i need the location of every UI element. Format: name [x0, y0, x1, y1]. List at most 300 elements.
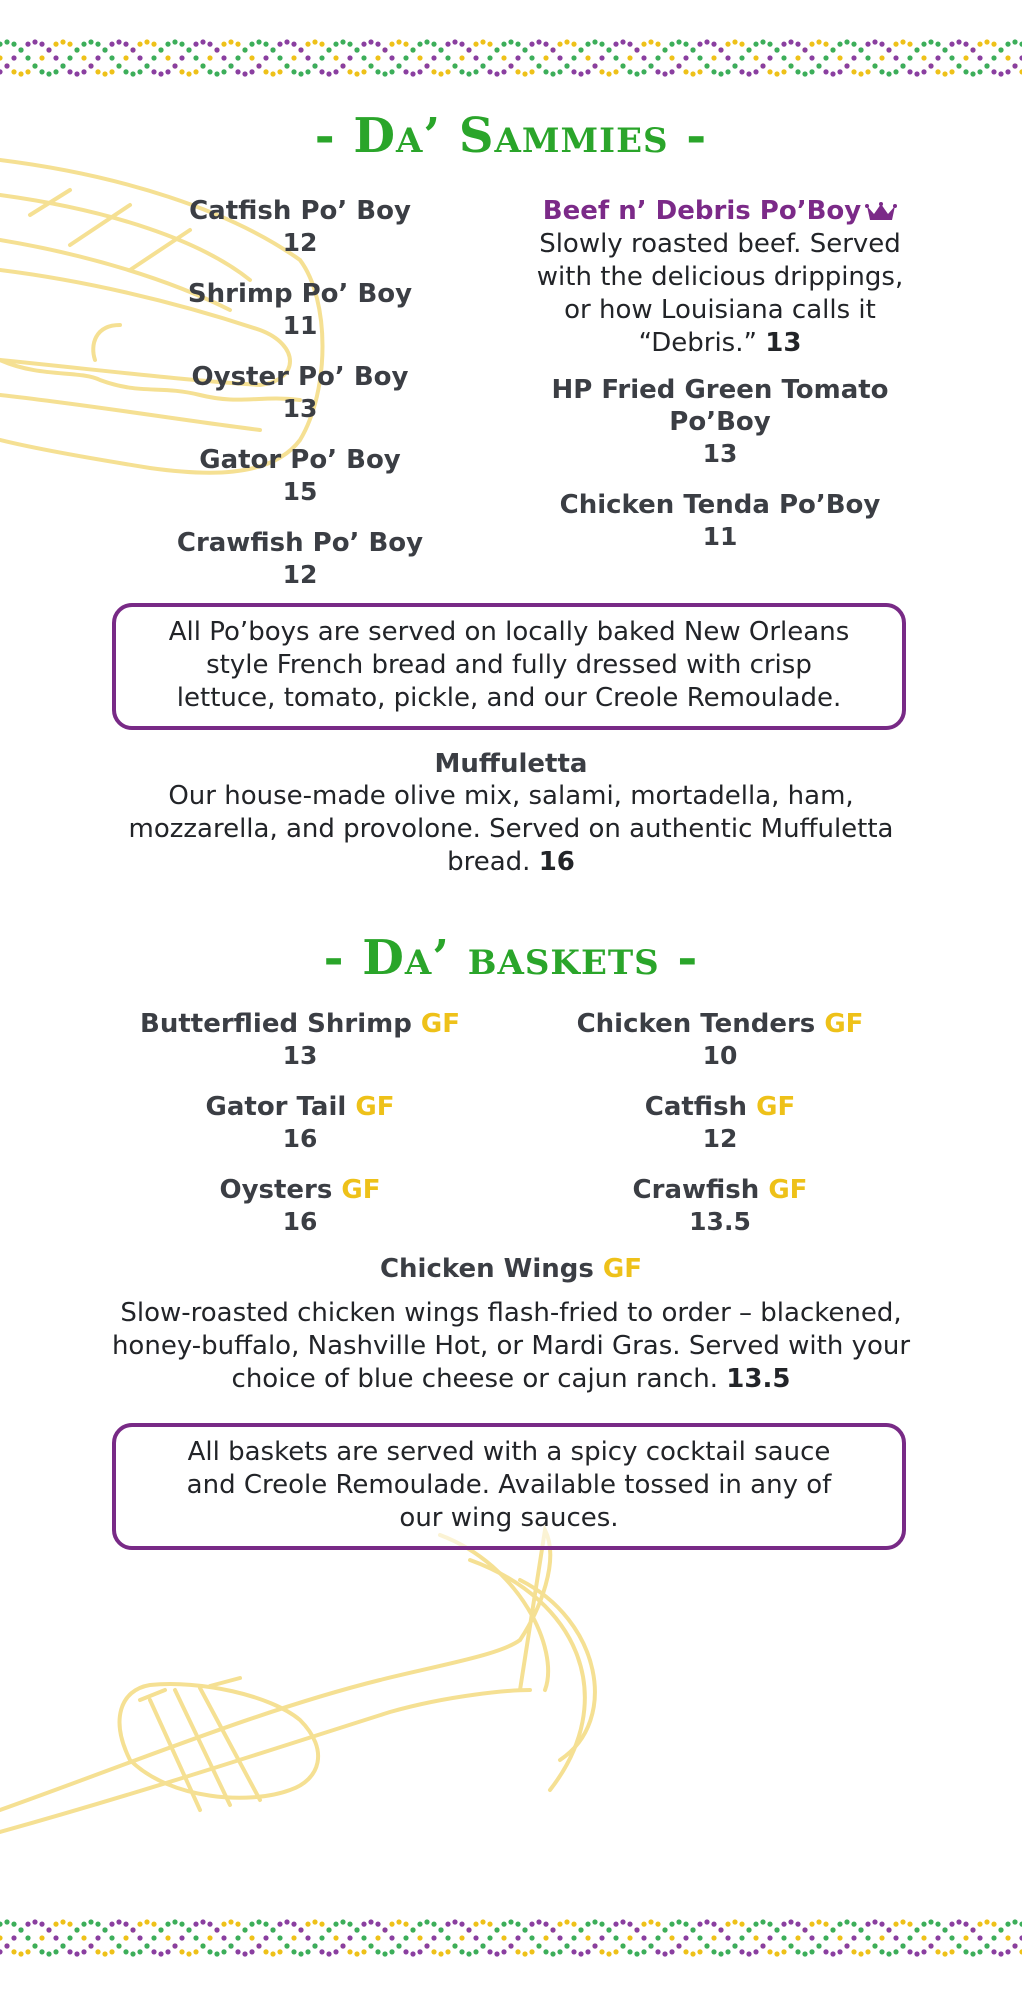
bead: [844, 39, 849, 44]
bead: [102, 1951, 107, 1956]
bead: [949, 1922, 954, 1927]
bead: [732, 39, 737, 44]
bead: [550, 71, 555, 76]
bead: [438, 1951, 443, 1956]
bead: [991, 1935, 996, 1940]
bead: [788, 63, 793, 68]
bead: [578, 47, 583, 52]
menu-item-name: Crawfish Po’ Boy: [176, 528, 424, 558]
bead: [263, 55, 268, 60]
bead: [641, 55, 646, 60]
bead: [193, 1922, 198, 1927]
section-title-sammies: - Da’ Sammies -: [314, 108, 708, 164]
bead: [515, 1935, 520, 1940]
baskets-note-text: All baskets are served with a spicy cocktail sauce and Creole Remoulade. Available tossed in any of our wing sauces.: [186, 1437, 832, 1533]
bead: [417, 1949, 422, 1954]
bead: [557, 69, 562, 74]
bead: [529, 1935, 534, 1940]
bead: [613, 55, 618, 60]
bead: [172, 63, 177, 68]
bead: [676, 1919, 681, 1924]
bead: [655, 69, 660, 74]
bead: [263, 1935, 268, 1940]
bead: [53, 1922, 58, 1927]
bead: [697, 1935, 702, 1940]
bead: [529, 1949, 534, 1954]
bead: [704, 1943, 709, 1948]
bead: [221, 1935, 226, 1940]
bead: [368, 1919, 373, 1924]
bead: [669, 1935, 674, 1940]
menu-item: [550, 1008, 890, 1071]
bead: [886, 71, 891, 76]
bead: [851, 69, 856, 74]
bead: [585, 1935, 590, 1940]
bead: [473, 55, 478, 60]
menu-item-name: HP Fried Green Tomato Po’Boy: [551, 374, 889, 437]
bead: [564, 1943, 569, 1948]
bead: [4, 63, 9, 68]
bead: [137, 69, 142, 74]
bead: [263, 1949, 268, 1954]
bead: [963, 1922, 968, 1927]
bead: [711, 42, 716, 47]
bead: [802, 1927, 807, 1932]
bead: [872, 1919, 877, 1924]
bead: [102, 71, 107, 76]
bead: [718, 47, 723, 52]
bead: [648, 1919, 653, 1924]
bead: [921, 1949, 926, 1954]
bead: [830, 47, 835, 52]
bead: [767, 55, 772, 60]
bead: [459, 55, 464, 60]
bead: [760, 1943, 765, 1948]
bead: [235, 1935, 240, 1940]
bead: [389, 1935, 394, 1940]
bead: [95, 69, 100, 74]
bead: [361, 69, 366, 74]
menu-item-name: Catfish: [644, 1092, 748, 1122]
bead: [312, 1919, 317, 1924]
menu-item-price: 11: [702, 521, 738, 551]
bead: [487, 1949, 492, 1954]
bead: [25, 55, 30, 60]
bead: [956, 1919, 961, 1924]
bead: [571, 55, 576, 60]
bead: [970, 1927, 975, 1932]
bead: [165, 42, 170, 47]
bead: [417, 42, 422, 47]
menu-item: [130, 1091, 470, 1154]
bead: [977, 42, 982, 47]
bead: [977, 55, 982, 60]
bead: [613, 1935, 618, 1940]
bead: [242, 47, 247, 52]
bead: [319, 1935, 324, 1940]
menu-item-price: 15: [282, 477, 318, 506]
bead: [207, 1949, 212, 1954]
bead: [284, 39, 289, 44]
bead: [592, 63, 597, 68]
bead: [459, 1949, 464, 1954]
bead: [921, 55, 926, 60]
bead: [781, 1922, 786, 1927]
bead: [564, 1919, 569, 1924]
bead: [620, 63, 625, 68]
bead: [571, 69, 576, 74]
bead: [648, 63, 653, 68]
bead: [459, 42, 464, 47]
bead: [228, 39, 233, 44]
bead: [984, 1919, 989, 1924]
bead: [851, 1922, 856, 1927]
bead: [74, 1951, 79, 1956]
bead: [879, 42, 884, 47]
bead: [984, 1943, 989, 1948]
bead: [207, 55, 212, 60]
chicken-wings-item: [100, 1253, 922, 1396]
bead: [599, 1935, 604, 1940]
bead: [942, 1951, 947, 1956]
bead: [571, 42, 576, 47]
bead: [473, 1949, 478, 1954]
bead: [536, 39, 541, 44]
menu-item-price: 12: [702, 1124, 738, 1153]
bead: [410, 71, 415, 76]
bead: [158, 1951, 163, 1956]
bead: [487, 42, 492, 47]
bead: [158, 47, 163, 52]
bead: [46, 71, 51, 76]
bead: [4, 1943, 9, 1948]
bead: [165, 1922, 170, 1927]
bead: [928, 1919, 933, 1924]
bead: [648, 1943, 653, 1948]
bead: [312, 1943, 317, 1948]
bead: [711, 1935, 716, 1940]
bead: [725, 69, 730, 74]
bead: [193, 55, 198, 60]
bead: [1012, 39, 1017, 44]
bead: [81, 69, 86, 74]
bead: [88, 63, 93, 68]
bead: [179, 1935, 184, 1940]
bead: [270, 1927, 275, 1932]
bead: [543, 1935, 548, 1940]
bead: [382, 71, 387, 76]
bead: [410, 1927, 415, 1932]
bead: [438, 1927, 443, 1932]
bead: [249, 1935, 254, 1940]
bead: [732, 63, 737, 68]
bead: [221, 69, 226, 74]
bead: [67, 1949, 72, 1954]
menu-item: [550, 1091, 890, 1154]
bead: [809, 1949, 814, 1954]
bead: [130, 1927, 135, 1932]
bead: [858, 47, 863, 52]
bead: [725, 42, 730, 47]
menu-item-name: Chicken Tenders: [576, 1009, 816, 1039]
bead: [753, 1949, 758, 1954]
bead: [795, 1922, 800, 1927]
bead: [655, 42, 660, 47]
bead: [0, 69, 3, 74]
bead: [774, 47, 779, 52]
bead: [865, 1935, 870, 1940]
baskets-note-box: [112, 1423, 906, 1550]
bead: [774, 1951, 779, 1956]
bead: [53, 55, 58, 60]
bead: [893, 1922, 898, 1927]
bead: [718, 1951, 723, 1956]
bead: [242, 1927, 247, 1932]
bead: [928, 63, 933, 68]
bead: [165, 1949, 170, 1954]
bead: [592, 1943, 597, 1948]
bead: [823, 55, 828, 60]
menu-item-price: 11: [282, 311, 318, 340]
bead: [319, 55, 324, 60]
bead: [88, 1943, 93, 1948]
bead: [571, 1922, 576, 1927]
bead: [494, 1951, 499, 1956]
bead: [739, 42, 744, 47]
bead: [95, 1935, 100, 1940]
menu-item: [130, 1008, 470, 1071]
bead: [697, 69, 702, 74]
bead: [914, 71, 919, 76]
menu-item-price: 12: [282, 228, 318, 257]
bead: [200, 39, 205, 44]
bead: [249, 42, 254, 47]
bead: [620, 39, 625, 44]
bead: [949, 55, 954, 60]
bead: [571, 1935, 576, 1940]
bead: [907, 42, 912, 47]
bead: [158, 1927, 163, 1932]
bead: [816, 39, 821, 44]
bead: [39, 1922, 44, 1927]
bead: [1005, 69, 1010, 74]
bead: [375, 55, 380, 60]
bead: [739, 1935, 744, 1940]
bead: [32, 1919, 37, 1924]
bead: [641, 1949, 646, 1954]
bead: [431, 1935, 436, 1940]
bead: [151, 42, 156, 47]
menu-item: [150, 278, 450, 341]
bead: [515, 55, 520, 60]
bead: [417, 1922, 422, 1927]
bead: [60, 1919, 65, 1924]
bead: [788, 39, 793, 44]
gf-badge: GF: [824, 1009, 864, 1039]
bead: [81, 1935, 86, 1940]
bead: [781, 42, 786, 47]
bead: [109, 69, 114, 74]
bead: [347, 1949, 352, 1954]
bead: [165, 1935, 170, 1940]
bead: [361, 1935, 366, 1940]
menu-item-price: 13: [702, 438, 738, 468]
bead: [543, 69, 548, 74]
bead: [123, 1922, 128, 1927]
bead: [872, 1943, 877, 1948]
bead: [291, 1935, 296, 1940]
bead: [368, 39, 373, 44]
bead: [123, 1949, 128, 1954]
bead: [907, 55, 912, 60]
bead: [879, 55, 884, 60]
bead: [130, 47, 135, 52]
menu-item: [150, 195, 450, 258]
bead: [480, 1943, 485, 1948]
bead: [935, 1922, 940, 1927]
bead: [123, 1935, 128, 1940]
bead: [991, 1949, 996, 1954]
bead: [431, 42, 436, 47]
bead: [921, 1922, 926, 1927]
bead: [935, 55, 940, 60]
bead: [4, 39, 9, 44]
bead: [333, 1935, 338, 1940]
bead: [424, 39, 429, 44]
bead: [375, 42, 380, 47]
menu-item-price: 13: [282, 394, 318, 423]
bead: [592, 39, 597, 44]
bead: [914, 1927, 919, 1932]
bead: [711, 55, 716, 60]
bead: [536, 1919, 541, 1924]
gf-badge: GF: [420, 1009, 460, 1039]
bead: [536, 1943, 541, 1948]
bead: [291, 69, 296, 74]
bead: [781, 1935, 786, 1940]
bead: [67, 69, 72, 74]
bead: [753, 1935, 758, 1940]
bead: [445, 55, 450, 60]
bead: [501, 1922, 506, 1927]
bead: [739, 55, 744, 60]
bead: [879, 1922, 884, 1927]
bead: [830, 1927, 835, 1932]
bead: [249, 1949, 254, 1954]
bead: [865, 55, 870, 60]
bead: [347, 42, 352, 47]
bead: [144, 1919, 149, 1924]
bead: [907, 69, 912, 74]
bead: [487, 1935, 492, 1940]
menu-item: [550, 1174, 890, 1237]
bead: [445, 69, 450, 74]
bead: [697, 42, 702, 47]
bead: [235, 42, 240, 47]
bead: [179, 69, 184, 74]
bead: [886, 1927, 891, 1932]
bead: [256, 1919, 261, 1924]
bead: [81, 1949, 86, 1954]
bead: [459, 1922, 464, 1927]
bead: [501, 1949, 506, 1954]
bead: [277, 1935, 282, 1940]
bead: [683, 69, 688, 74]
gf-badge: GF: [756, 1092, 796, 1122]
bead: [109, 42, 114, 47]
bead: [389, 69, 394, 74]
bead: [998, 71, 1003, 76]
bead: [550, 1951, 555, 1956]
bead: [116, 39, 121, 44]
bead: [256, 63, 261, 68]
bead: [11, 55, 16, 60]
bead: [130, 1951, 135, 1956]
bead: [179, 1922, 184, 1927]
bead: [767, 1949, 772, 1954]
bead: [900, 39, 905, 44]
gf-badge: GF: [355, 1092, 395, 1122]
bead: [305, 69, 310, 74]
bead: [431, 69, 436, 74]
bead: [991, 42, 996, 47]
bead: [914, 1951, 919, 1956]
bead: [606, 71, 611, 76]
bead: [550, 1927, 555, 1932]
bead: [221, 1949, 226, 1954]
bead: [991, 1922, 996, 1927]
poboy-note-box: [112, 603, 906, 730]
bead: [102, 47, 107, 52]
bead: [886, 1951, 891, 1956]
bead: [95, 1922, 100, 1927]
bead: [816, 1943, 821, 1948]
bead: [25, 69, 30, 74]
bead: [382, 1951, 387, 1956]
bead: [487, 69, 492, 74]
gf-badge: GF: [341, 1175, 381, 1205]
bead: [235, 55, 240, 60]
bead: [473, 42, 478, 47]
bead: [781, 1949, 786, 1954]
bead: [543, 55, 548, 60]
bead: [564, 39, 569, 44]
bead: [767, 1935, 772, 1940]
bead: [816, 1919, 821, 1924]
bead: [291, 42, 296, 47]
bead: [809, 1922, 814, 1927]
bead: [858, 71, 863, 76]
bead: [347, 55, 352, 60]
bead: [172, 1943, 177, 1948]
bead: [781, 69, 786, 74]
bead: [186, 71, 191, 76]
bead: [809, 42, 814, 47]
menu-item-name: Oyster Po’ Boy: [191, 362, 409, 392]
bead: [669, 42, 674, 47]
featured-item: [520, 195, 920, 360]
bead: [18, 47, 23, 52]
bead: [347, 1922, 352, 1927]
bead: [893, 1949, 898, 1954]
bead: [858, 1951, 863, 1956]
bead: [109, 1935, 114, 1940]
bead: [1005, 1949, 1010, 1954]
bead: [60, 63, 65, 68]
bead: [417, 1935, 422, 1940]
bead: [466, 47, 471, 52]
bead: [557, 1935, 562, 1940]
